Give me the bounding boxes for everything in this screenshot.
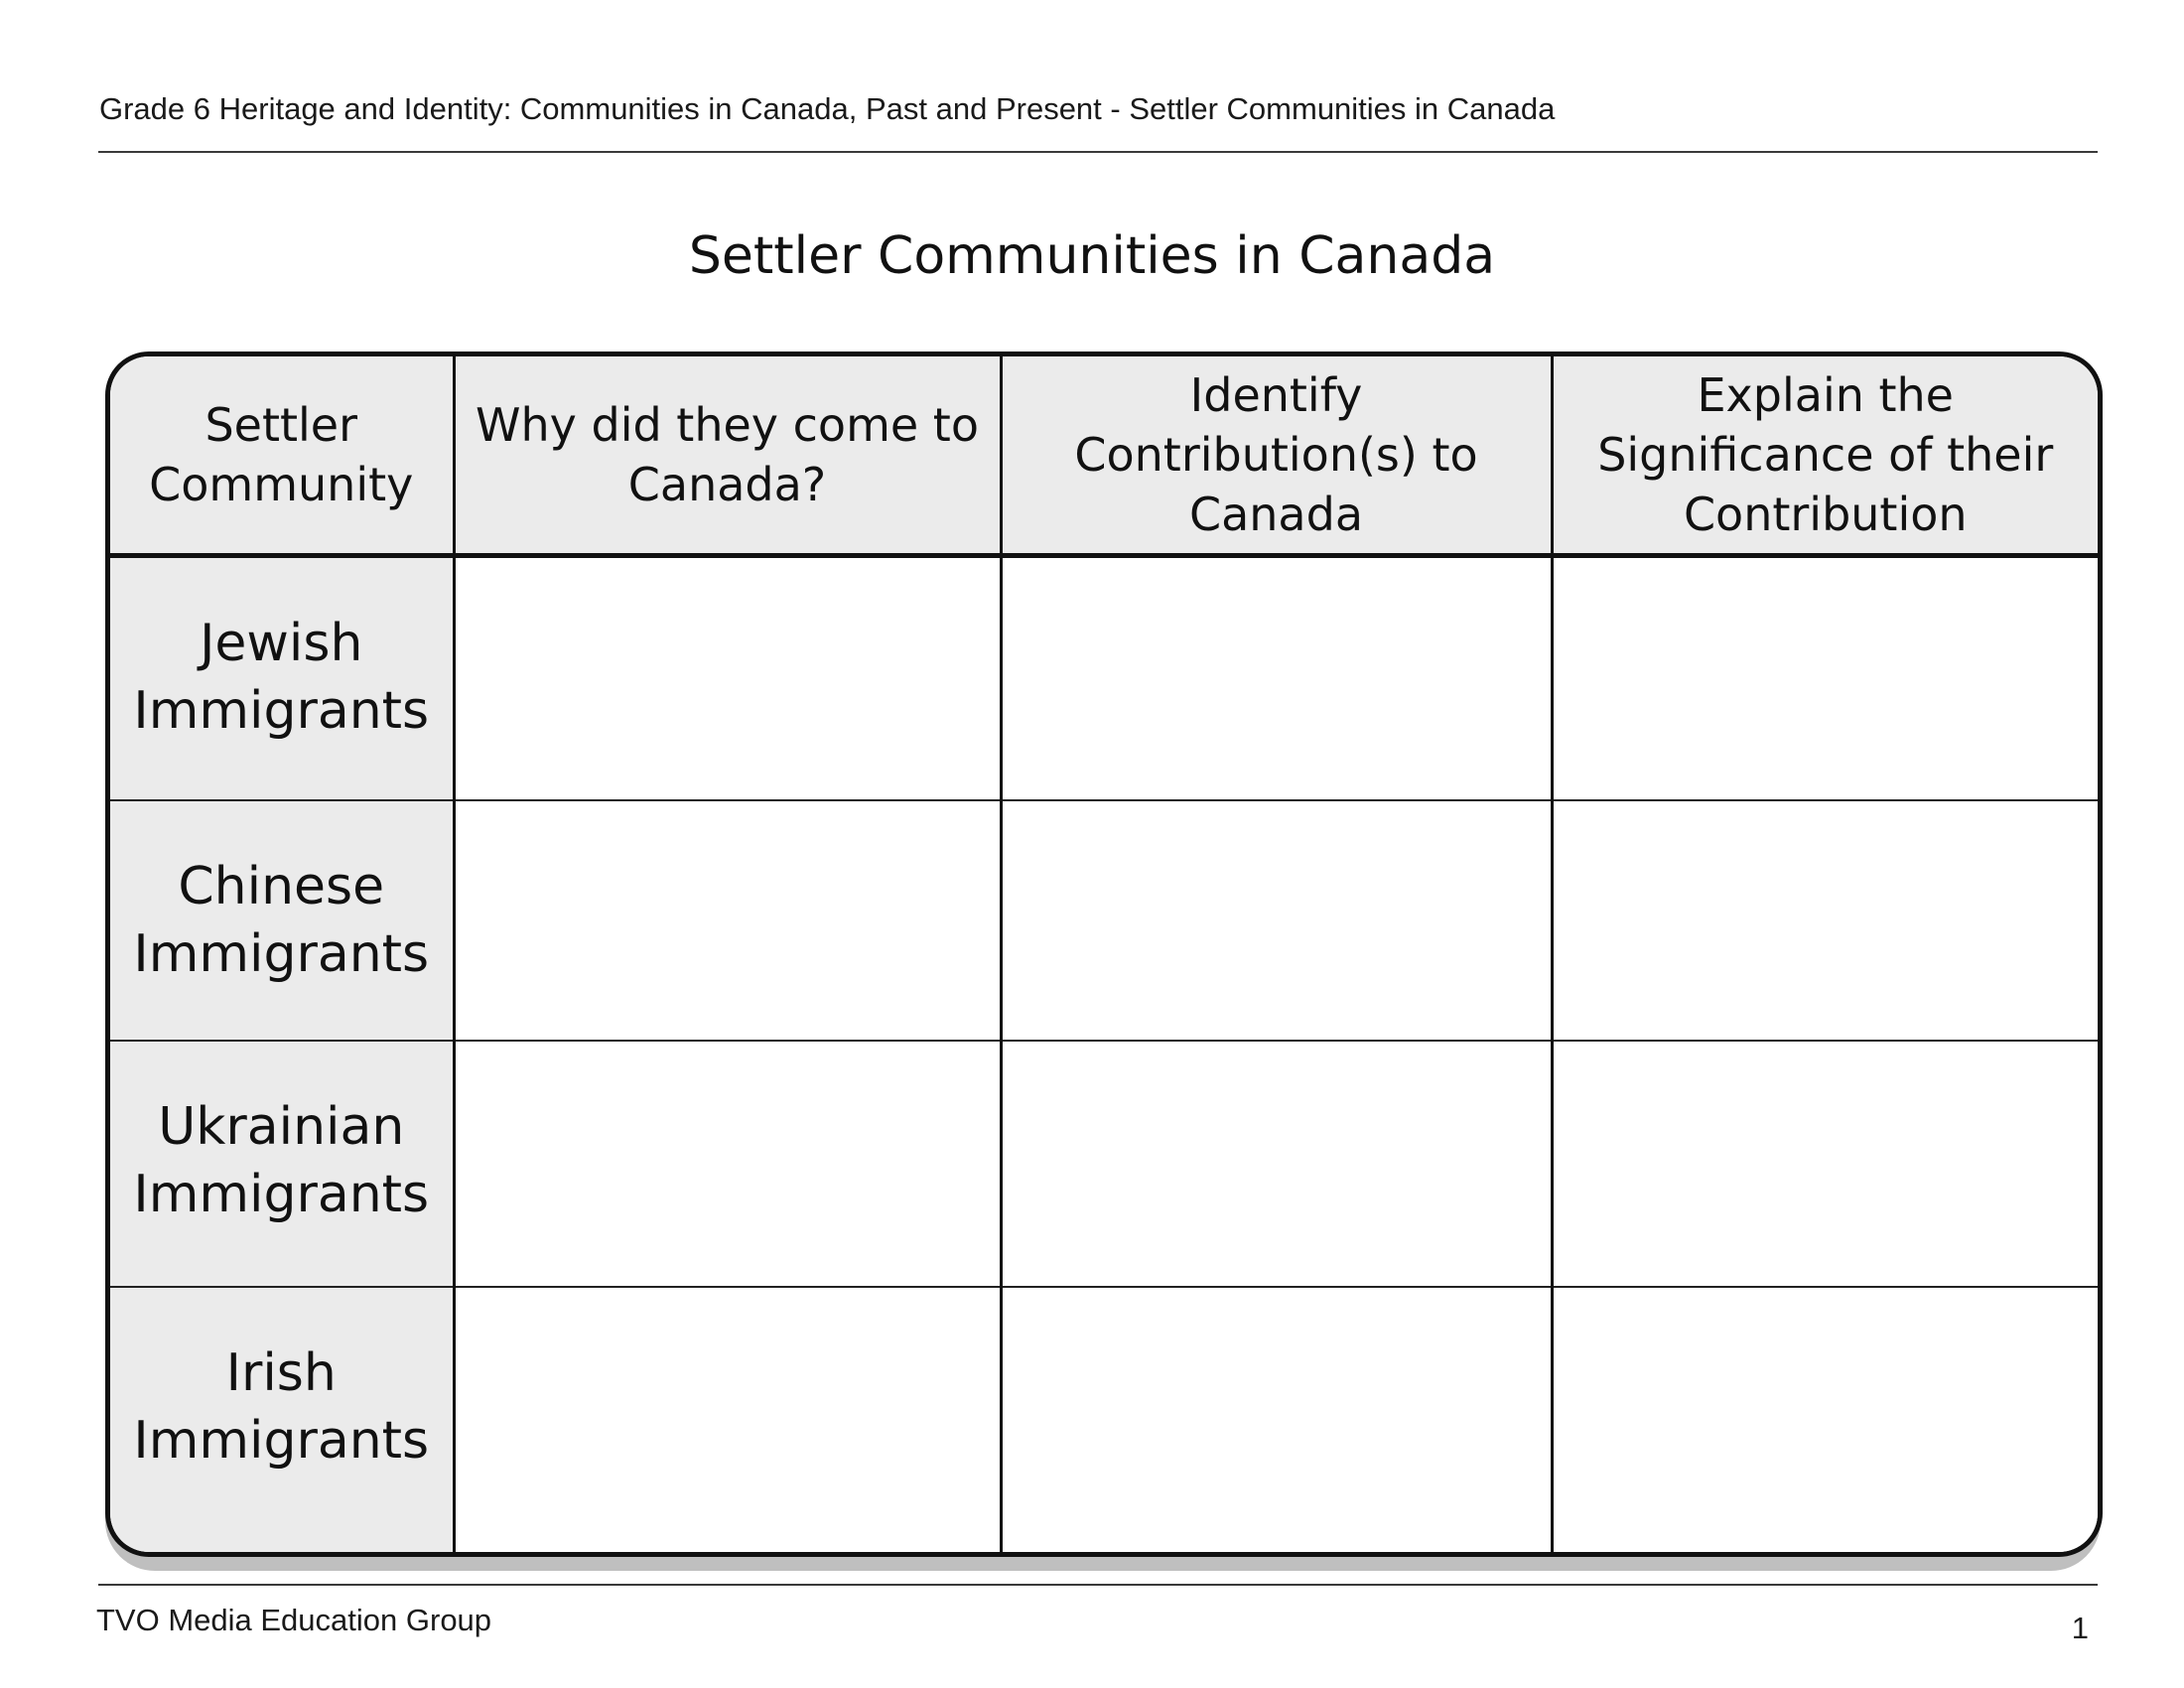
- column-header-why-come: Why did they come to Canada?: [454, 356, 1001, 556]
- page-number: 1: [2071, 1611, 2089, 1645]
- answer-cell-why-come[interactable]: [454, 1041, 1001, 1287]
- answer-cell-why-come[interactable]: [454, 800, 1001, 1041]
- column-header-significance: Explain the Significance of their Contribution: [1552, 356, 2098, 556]
- answer-cell-significance[interactable]: [1552, 556, 2098, 800]
- header-divider: [98, 151, 2098, 153]
- answer-cell-why-come[interactable]: [454, 556, 1001, 800]
- answer-cell-significance[interactable]: [1552, 800, 2098, 1041]
- answer-cell-contributions[interactable]: [1001, 1041, 1552, 1287]
- answer-cell-contributions[interactable]: [1001, 800, 1552, 1041]
- worksheet-table: [110, 356, 2098, 1555]
- table-row: [110, 556, 2098, 800]
- answer-cell-significance[interactable]: [1552, 1287, 2098, 1555]
- row-label-ukrainian: Ukrainian Immigrants: [110, 1041, 454, 1287]
- document-header: Grade 6 Heritage and Identity: Communities in Canada, Past and Present - Settler Communities in Canada: [99, 91, 1556, 126]
- table-row: [110, 800, 2098, 1041]
- page-title: Settler Communities in Canada: [688, 226, 1496, 286]
- table-row: [110, 1041, 2098, 1287]
- table-header-row: [110, 356, 2098, 556]
- answer-cell-contributions[interactable]: [1001, 556, 1552, 800]
- table-row: [110, 1287, 2098, 1555]
- row-label-jewish: Jewish Immigrants: [110, 556, 454, 800]
- row-label-chinese: Chinese Immigrants: [110, 800, 454, 1041]
- answer-cell-contributions[interactable]: [1001, 1287, 1552, 1555]
- row-label-irish: Irish Immigrants: [110, 1287, 454, 1555]
- answer-cell-why-come[interactable]: [454, 1287, 1001, 1555]
- footer-divider: [98, 1584, 2098, 1586]
- footer-publisher: TVO Media Education Group: [96, 1603, 492, 1637]
- column-header-settler-community: Settler Community: [110, 356, 454, 556]
- answer-cell-significance[interactable]: [1552, 1041, 2098, 1287]
- worksheet-table-frame: [105, 352, 2103, 1557]
- column-header-contributions: Identify Contribution(s) to Canada: [1001, 356, 1552, 556]
